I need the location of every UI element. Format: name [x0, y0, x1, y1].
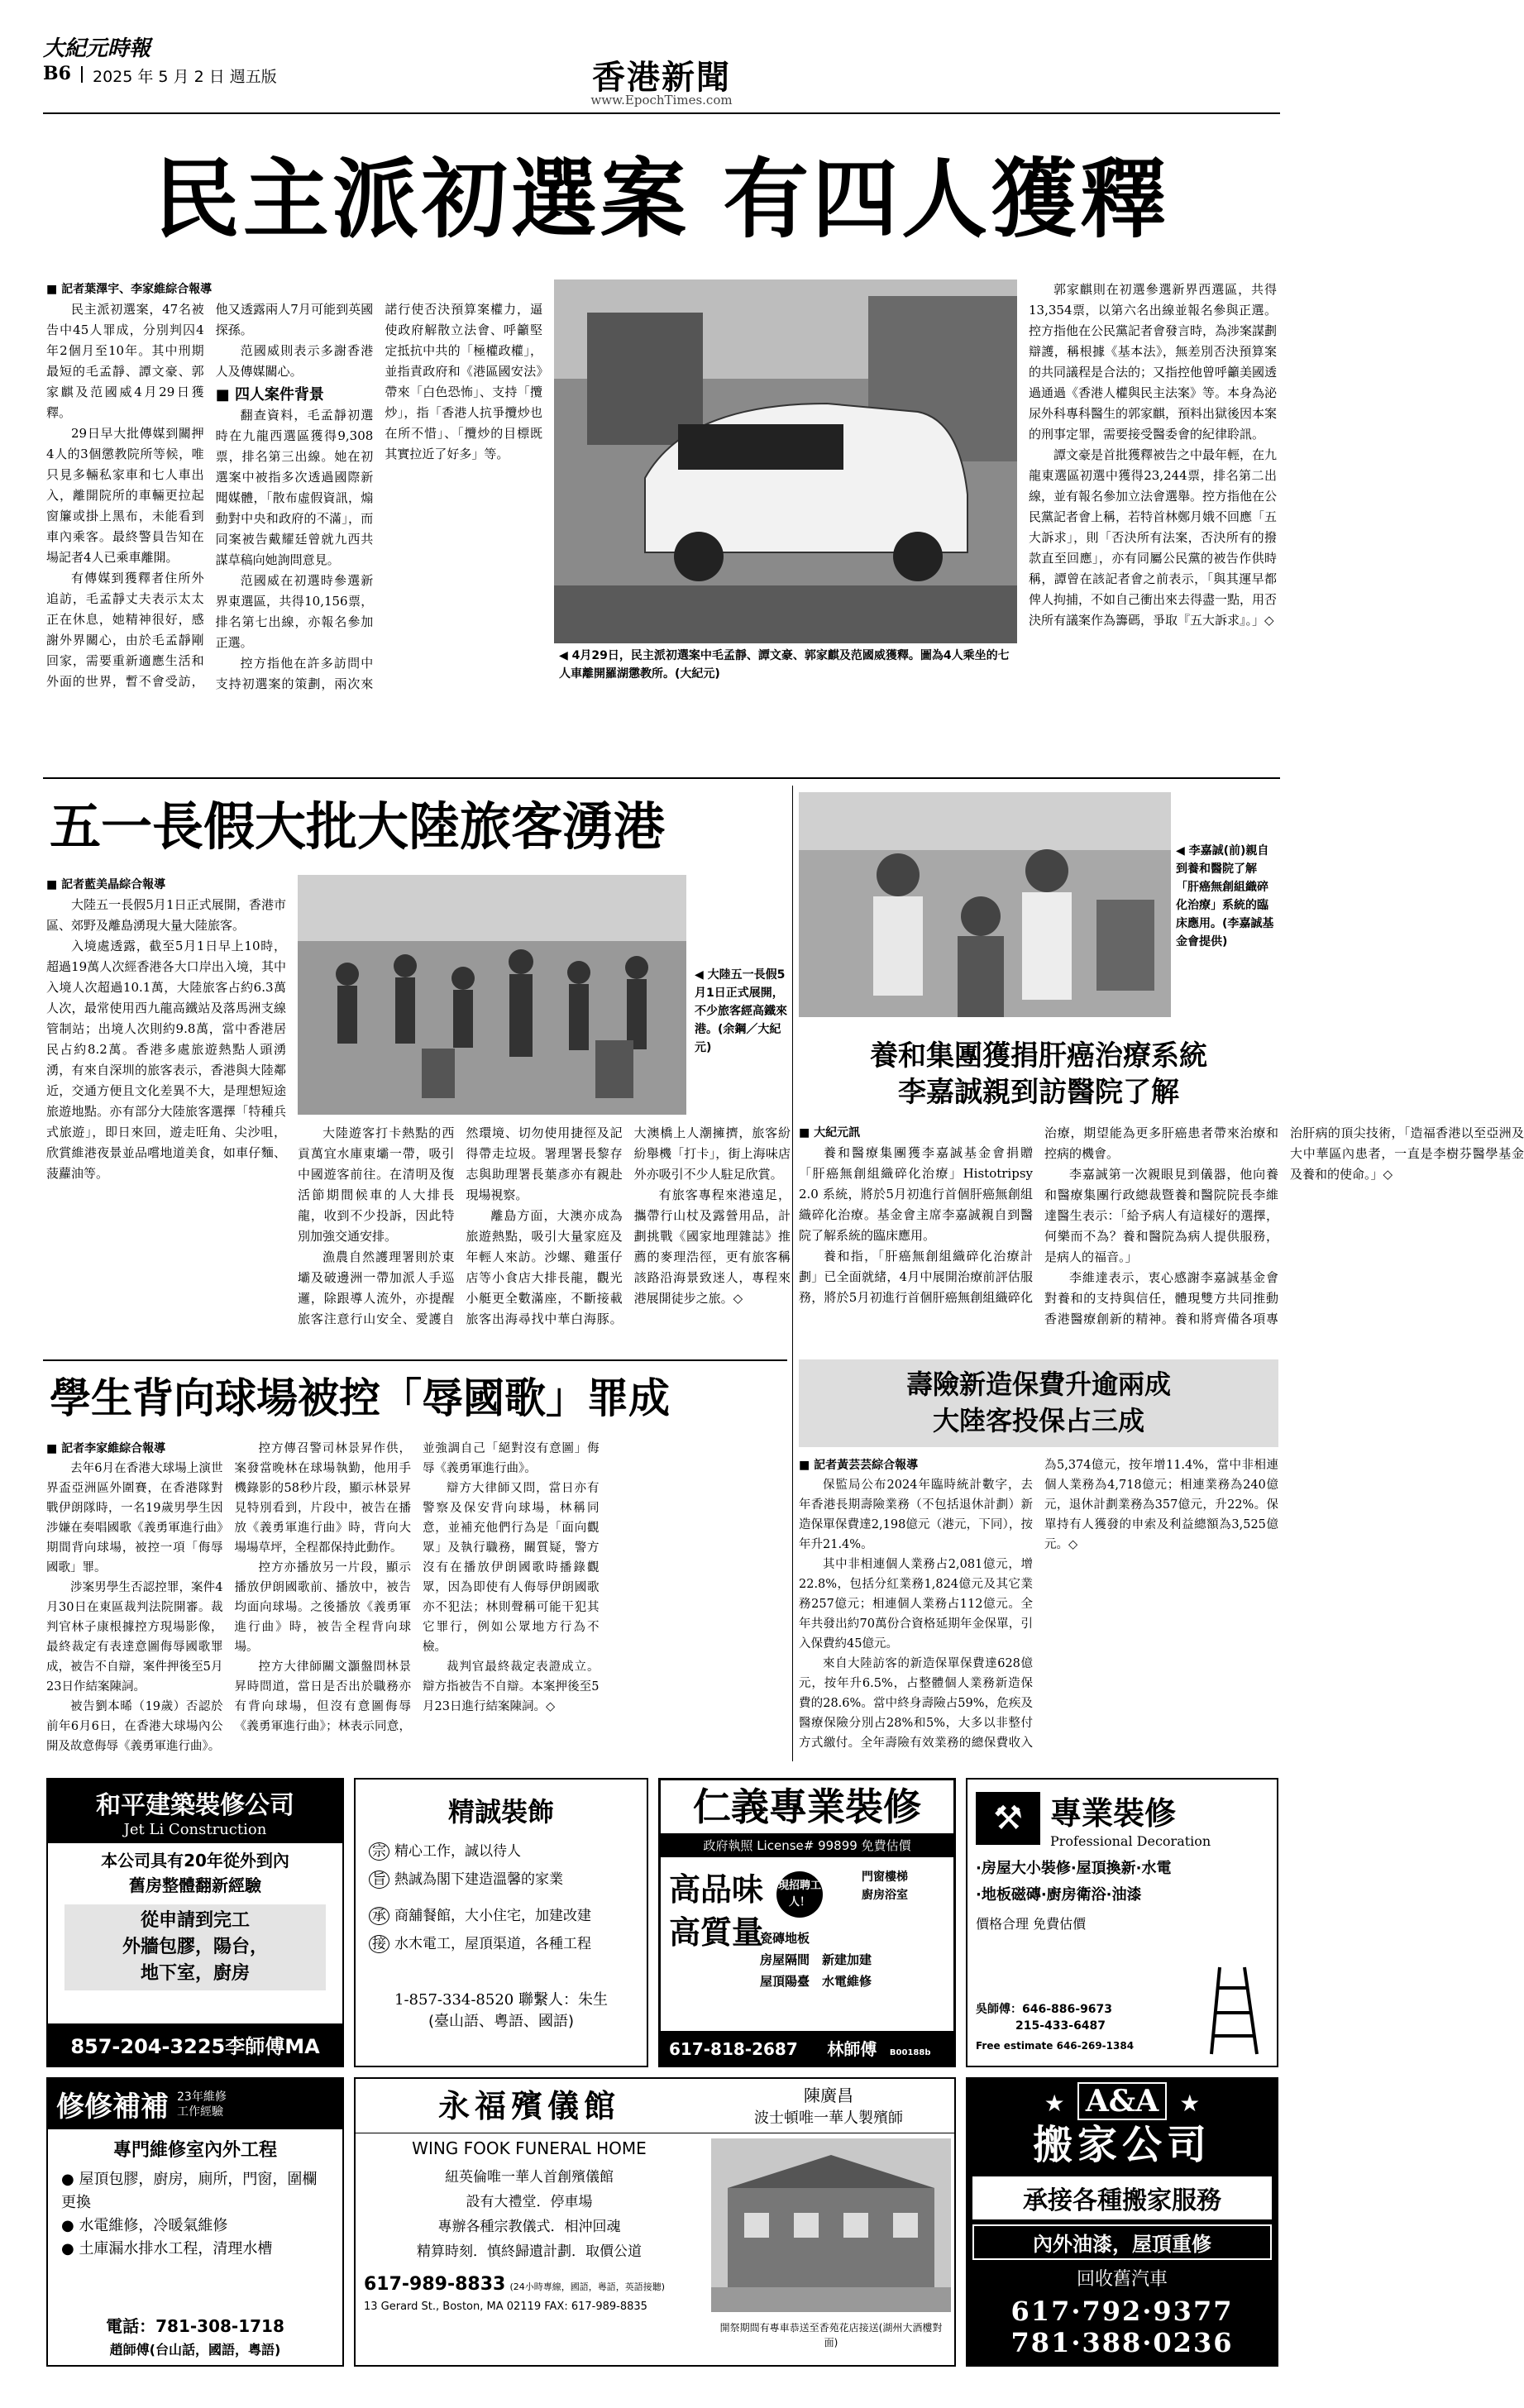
- section-rule: [43, 1359, 787, 1361]
- story3-headline: 養和集團獲捐肝癌治療系統: [870, 1039, 1207, 1073]
- story3-photo: [799, 792, 1171, 1017]
- ladder-icon: [1207, 1963, 1265, 2054]
- paragraph: 去年6月在香港大球場上演世界盃亞洲區外圍賽，在香港隊對戰伊朗隊時，一名19歲男學生因涉嫌在奏唱國歌《義勇軍進行曲》期間背向球場，被控一項「侮辱國歌」罪。: [46, 1462, 223, 1574]
- paragraph: 郭家麒則在初選參選新界西選區，共得13,354票，以第六名出線並報名參與正選。控方指他在公民黨記者會發言時，為涉案謀劃辯護，稱根據《基本法》，無差別否決預算案的共同議程是合法的；又指控他曾呼籲美國透過通過《香港人權與民主法案》等。本身為泌尿外科專科醫生的郭家麒，預料出獄後因本案的刑事定罪，需要接受醫委會的紀律聆訊。: [1029, 282, 1278, 442]
- ad-renyi-service: 屋頂陽臺: [760, 1974, 810, 1989]
- paragraph: 李維達表示，衷心感謝李嘉誠基金會對養和的支持與信任，體現雙方共同推動香港醫療創新的精神。養和將齊備各項專治肝病的頂尖技術，「造福香港以至亞洲及大中華區內患者，一直是李樹芬醫學基金及養和的使命。」◇: [1044, 1125, 1524, 1326]
- paragraph: 漁農自然護理署則於東壩及破邊洲一帶加派人手巡邏，除跟導人流外，亦提醒旅客注意行山安全、愛護自然環境、切勿使用捷徑及記得帶走垃圾。署理署長黎存志與助理署長葉彥亦有親赴現場視察。: [298, 1125, 623, 1326]
- paragraph: 29日早大批傳媒到關押4人的3個懲教院所等候，唯只見多輛私家車和七人車出入，離開院所的車輛更拉起窗簾或掛上黑布，未能看到車內乘客。最終警員告知在場記者4人已乘車離開。: [46, 426, 204, 565]
- story1-right: [1029, 280, 1277, 718]
- story1-photo: [554, 280, 1017, 643]
- ad-jingcheng-line: 精心工作，誠以待人: [394, 1843, 521, 1860]
- ad-aa-title: 搬家公司: [1032, 2122, 1211, 2168]
- ad-renyi-license: 政府執照 License# 99899 免費估價: [661, 1833, 953, 1857]
- story3-byline: ■ 大紀元訊: [799, 1123, 1033, 1143]
- paragraph: 裁判官最終裁定表證成立。辯方指被告不自辯。本案押後至5月23日進行結案陳詞。◇: [423, 1660, 600, 1713]
- ad-xiuxiu-bullet: ● 水電維修，冷暖氣維修: [61, 2217, 228, 2234]
- paragraph: 入境處透露，截至5月1日早上10時，超過19萬人次經香港各大口岸出入境，其中入境人次超過10.1萬，大陸旅客占約6.3萬人次，最常使用西九龍高鐵站及落馬洲支線管制站；出境人次則約9.8萬，當中香港居民占約8.2萬。香港多處旅遊熱點人頭湧湧，有來自深圳的旅客表示，香港與大陸鄰近，交通方便且文化差異不大，是理想短途旅遊地點。亦有部分大陸旅客選擇「特種兵式旅遊」，即日來回，遊走旺角、尖沙咀，欣賞維港夜景並品嚐地道美食，如車仔麵、菠蘿油等。: [46, 939, 286, 1181]
- ad-xiuxiu[interactable]: [46, 2077, 344, 2367]
- site-url[interactable]: www.EpochTimes.com: [590, 93, 733, 108]
- ad-wingfook-line: 精算時刻．慎終歸遺計劃．取價公道: [417, 2243, 642, 2260]
- ad-professional-phone[interactable]: 215-433-6487: [1015, 2019, 1106, 2033]
- story2-byline: ■ 記者藍美晶綜合報導: [46, 875, 286, 895]
- paragraph: 譚文豪是首批獲釋被告之中最年輕，在九龍東選區初選中獲得23,244票，排名第二出線，並有報名參加立法會選舉。控方指他在公民黨記者會上稱，若特首林鄭月娥不回應「五大訴求」，則「否決所有法案，否決所有的撥款直至回應」，亦有同屬公民黨的被告作供時稱，譚曾在該記者會之前表示，「與其運早都俾人拘捕，不如自己衝出來去得盡一點，用否決所有議案作為籌碼，爭取『五大訴求』。」◇: [1029, 447, 1278, 628]
- ad-wingfook-en: WING FOOK FUNERAL HOME: [412, 2138, 647, 2158]
- story5-header-box: [799, 1359, 1278, 1447]
- ad-wingfook-address: 13 Gerard St., Boston, MA 02119 FAX: 617-989-8835: [364, 2300, 647, 2313]
- ad-xiuxiu-bullet: ● 土庫漏水排水工程，清理水槽: [61, 2240, 273, 2258]
- story5-headline: 壽險新造保費升逾兩成: [905, 1369, 1171, 1400]
- paragraph: 保監局公布2024年臨時統計數字，去年香港長期壽險業務（不包括退休計劃）新造保單保費達2,198億元（港元，下同），按年升21.4%。: [799, 1479, 1033, 1551]
- ad-renyi-slogan: 高質量: [669, 1913, 764, 1951]
- paragraph: 大陸五一長假5月1日正式展開，香港市區、郊野及離島湧現大量大陸旅客。: [46, 897, 286, 933]
- paragraph: 控方傳召警司林景昇作供，案發當晚林在球場執勤，他用手機錄影的58秒片段，顯示林景昇見特別看到，片段中，被告在播放《義勇軍進行曲》時，背向大場場草坪，全程都保持此動作。: [234, 1442, 411, 1555]
- paragraph: 養和指，「肝癌無創組織碎化治療計劃」已全面就緒，4月中展開治療前評估服務，將於5月初進行首個肝癌無創組織碎化治療，期望能為更多肝癌患者帶來治療和控病的機會。: [799, 1125, 1278, 1305]
- ad-jingcheng-phone[interactable]: 1-857-334-8520 聯繫人：朱生: [394, 1991, 608, 2009]
- story2-body: [46, 875, 791, 1346]
- story5-byline: ■ 記者黃芸芸綜合報導: [799, 1455, 1033, 1475]
- ad-renyi-contact: 林師傅: [827, 2039, 877, 2059]
- ad-aa-moving[interactable]: [966, 2077, 1278, 2367]
- ad-professional-line: 價格合理 免費估價: [976, 1916, 1087, 1932]
- paragraph: 范國威在初選時參選新界東選區，共得10,156票，排名第七出線，亦報名參加正選。: [215, 573, 374, 650]
- ad-xiuxiu-contact: 趙師傅(台山話，國語，粵語): [109, 2342, 281, 2358]
- star-icon: ★: [1179, 2090, 1201, 2117]
- ad-wingfook-boss: 陳廣昌: [804, 2086, 853, 2105]
- ad-xiuxiu-bullet: ● 屋頂包膠，廚房，廁所，門窗，圍欄更換: [61, 2171, 318, 2211]
- ad-professional-line: ·房屋大小裝修·屋頂換新·水電: [976, 1860, 1172, 1877]
- ad-wingfook[interactable]: [354, 2077, 956, 2367]
- ad-xiuxiu-sub: 專門維修室內外工程: [112, 2140, 277, 2161]
- ad-xiuxiu-years: 工作經驗: [177, 2105, 223, 2119]
- paragraph: 有傳媒到獲釋者住所外追訪，毛孟靜丈夫表示太太正在休息，她精神很好，感謝外界關心，由於毛孟靜剛回家，需要重新適應生活和外面的世界，暫不會受訪，他又透露兩人7月可能到英國探孫。: [46, 302, 374, 689]
- paragraph: 范國威則表示多謝香港人及傳媒關心。: [215, 343, 374, 379]
- paragraph: 控方指他在許多訪問中支持初選案的策劃，兩次來諾行使否決預算案權力，逼使政府解散立法會、呼籲堅定抵抗中共的「極權政權」，並指責政府和《港區國安法》帶來「白色恐怖」、支持「攬炒」，指「香港人抗爭攬炒也在所不惜」、「攬炒的目標既其實拉近了好多」等。: [215, 302, 542, 691]
- story3-headline2: 李嘉誠親到訪醫院了解: [898, 1076, 1179, 1109]
- ad-jetli-phone[interactable]: 857-204-3225李師傅MA: [48, 2023, 342, 2066]
- ad-jingcheng-key: 接: [369, 1935, 389, 1953]
- ad-aa-sub: 承接各種搬家服務: [1023, 2186, 1221, 2215]
- story2-caption: ◀ 大陸五一長假5月1日正式展開，不少旅客經高鐵來港。(余鋼／大紀元): [695, 966, 791, 1057]
- tools-icon: ⚒: [976, 1792, 1040, 1845]
- story2-body-lower: [298, 1123, 791, 1346]
- ad-wingfook-line: 紐英倫唯一華人首創殯儀館: [445, 2169, 614, 2186]
- ad-jingcheng-line: 水木電工，屋頂渠道，各種工程: [394, 1936, 591, 1952]
- ad-jetli[interactable]: [46, 1778, 344, 2067]
- story4-body: [46, 1439, 787, 1761]
- ad-jetli-line: 地下室，廚房: [140, 1963, 250, 1984]
- paragraph: 辯方大律師又問，當日亦有警察及保安背向球場，林稱同意，並補充他們行為是「面向觀眾」及執行職務，關質疑，警方沒有在播放伊朗國歌時播錄觀眾，因為即使有人侮辱伊朗國歌亦不犯法；林則聲稱可能干犯其它罪行，例如公眾地方行為不檢。: [423, 1482, 600, 1654]
- paragraph: 民主派初選案，47名被告中45人罪成，分別判囚4年2個月至10年。其中刑期最短的毛孟靜、譚文豪、郭家麒及范國威4月29日獲釋。: [46, 302, 204, 420]
- ad-wingfook-boss-title: 波士頓唯一華人製殯師: [754, 2109, 903, 2127]
- ad-aa-line: 回收舊汽車: [1076, 2269, 1168, 2290]
- paragraph: 被告劉本晞（19歲）否認於前年6月6日，在香港大球場內公開及故意侮辱《義勇軍進行曲》。: [46, 1700, 223, 1753]
- section-rule: [43, 777, 1280, 779]
- ad-professional-phone[interactable]: 吳師傅：646-886-9673: [976, 2003, 1113, 2016]
- ad-renyi-service: 房屋隔間: [760, 1952, 810, 1967]
- ad-wingfook-bottom-note: 開祭期間有專車恭送至香苑花店接送(湖州大酒樓對面): [719, 2322, 943, 2348]
- hospital-photo-illustration: [799, 792, 1171, 1017]
- funeral-home-photo: [711, 2138, 951, 2312]
- ad-aa-logo: A&A: [1077, 2082, 1167, 2120]
- ad-jingcheng-title: 精誠裝飾: [447, 1796, 554, 1828]
- ad-professional-phone[interactable]: Free estimate 646-269-1384: [976, 2040, 1135, 2052]
- story5-body: [799, 1455, 1278, 1761]
- star-icon: ★: [1044, 2090, 1065, 2117]
- story2-photo: [298, 875, 686, 1115]
- masthead: [0, 0, 1323, 141]
- crowd-photo-illustration: [298, 875, 686, 1115]
- ad-aa-phone[interactable]: 781·388·0236: [1010, 2327, 1234, 2358]
- ad-wingfook-title: 永福殯儀館: [437, 2087, 620, 2124]
- vertical-rule: [792, 786, 793, 1761]
- ad-renyi-service: 廚房浴室: [862, 1889, 908, 1902]
- ad-xiuxiu-phone[interactable]: 電話：781-308-1718: [106, 2316, 284, 2336]
- ad-renyi-title: 仁義專業裝修: [693, 1784, 921, 1829]
- paragraph: 大陸遊客打卡熱點的西貢萬宜水庫東壩一帶，吸引中國遊客前往。在清明及復活節期間候車的人大排長龍，收到不少投訴，因此特別加強交通安排。: [298, 1125, 455, 1244]
- ad-jingcheng-key: 宗: [369, 1842, 389, 1861]
- ad-renyi-code: B00188b: [889, 2048, 931, 2057]
- paragraph: 來自大陸訪客的新造保單保費達628億元，按年升6.5%，占整體個人業務新造保費的28.6%。當中終身壽險占59%，危疾及醫療保險分別占28%和5%，大多以非整付方式繳付。全年壽險有效業務的總保費收入為5,374億元，按年增11.4%，當中非相連個人業務為4,718億元；相連業務為240億元，退休計劃業務為357億元，升22%。保單持有人獲發的申索及利益總額為3,525億元。◇: [799, 1459, 1278, 1750]
- story1-subhead: ■ 四人案件背景: [216, 385, 374, 405]
- ad-renyi-service: 瓷磚地板: [760, 1931, 810, 1946]
- ad-professional-title: 專業裝修: [1050, 1795, 1177, 1832]
- ad-aa-phone[interactable]: 617·792·9377: [1010, 2296, 1234, 2327]
- paragraph: 有旅客專程來港遠足，攜帶行山杖及露營用品，計劃挑戰《國家地理雜誌》推薦的麥理浩徑，更有旅客稱該路沿海景致迷人，專程來港展開徒步之旅。◇: [633, 1187, 791, 1306]
- ad-wingfook-note: (24小時專線，國語，粵語，英語接聽): [509, 2281, 666, 2292]
- paragraph: 其中非相連個人業務占2,081億元，增22.8%，包括分紅業務1,824億元及其它業務257億元；相連個人業務占112億元。全年共發出約70萬份合資格延期年金保單，引入保費約45億元。: [799, 1558, 1033, 1651]
- ad-renyi-service: 水電維修: [822, 1974, 872, 1989]
- ad-renyi-slogan: 高品味: [669, 1870, 764, 1908]
- ad-professional-line: ·地板磁磚·廚房衛浴·油漆: [976, 1886, 1142, 1904]
- ad-aa-line: 內外油漆，屋頂重修: [972, 2224, 1272, 2260]
- paper-logo: 大紀元時報: [43, 36, 151, 61]
- paragraph: 離島方面，大澳亦成為旅遊熱點，吸引大量家庭及年輕人來訪。沙螺、雞蛋仔店等小食店大排長龍，觀光小艇更全數滿座，不斷接載旅客出海尋找中華白海豚。大澳橋上人潮擁擠，旅客紛紛舉機「打卡」，街上海味店外亦吸引不少人駐足欣賞。: [466, 1125, 791, 1326]
- ad-renyi-phone[interactable]: 617-818-2687: [669, 2039, 798, 2059]
- ad-jetli-line: 外牆包膠，陽台，: [122, 1937, 268, 1957]
- ad-xiuxiu-years: 23年維修: [177, 2090, 227, 2104]
- ad-jingcheng-line: 熱誠為閣下建造溫馨的家業: [394, 1871, 563, 1888]
- ad-renyi[interactable]: [658, 1778, 956, 2067]
- story1-headline: 民主派初選案 有四人獲釋: [153, 149, 1170, 250]
- ad-renyi-service: 新建加建: [822, 1952, 872, 1967]
- story1-bottom-cols: [554, 701, 1017, 726]
- ad-wingfook-phone[interactable]: 617-989-8833: [364, 2274, 506, 2295]
- ad-jingcheng-key: 旨: [369, 1870, 389, 1889]
- story1-left: [46, 280, 542, 718]
- ad-jetli-en: Jet Li Construction: [123, 1821, 267, 1838]
- issue-date: 2025 年 5 月 2 日 週五版: [93, 68, 277, 86]
- story5-headline2: 大陸客投保占三成: [932, 1405, 1144, 1436]
- separator-line: [81, 66, 83, 83]
- story1-body-a: [46, 299, 542, 713]
- section-title: 香港新聞: [592, 59, 731, 97]
- story3-caption: ◀ 李嘉誠(前)親自到養和醫院了解「肝癌無創組織碎化治療」系統的臨床應用。(李嘉誠基金會提供): [1176, 842, 1278, 951]
- paragraph: 涉案男學生否認控罪，案件4月30日在東區裁判法院開審。裁判官林子康根據控方現場影像，最終裁定有表達意圖侮辱國歌罪成，被告不自辯，案件押後至5月23日作結案陳詞。: [46, 1581, 223, 1694]
- ad-xiuxiu-title: 修修補補: [56, 2090, 169, 2124]
- story3-body: [799, 1123, 1524, 1346]
- paragraph: 養和醫療集團獲李嘉誠基金會捐贈「肝癌無創組織碎化治療」Histotripsy 2.0 系統，將於5月初進行首個肝癌無創組織碎化治療。基金會主席李嘉誠親自到醫院了解系統的臨床應用。: [799, 1145, 1033, 1243]
- ad-wingfook-line: 專辦各種宗教儀式．相沖回魂: [437, 2219, 621, 2235]
- ad-wingfook-line: 設有大禮堂．停車場: [466, 2194, 593, 2210]
- ad-jetli-line: 舊房整體翻新經驗: [129, 1875, 261, 1895]
- story1-byline: ■ 記者葉澤宇、李家維綜合報導: [46, 280, 542, 299]
- story4-byline: ■ 記者李家維綜合報導: [46, 1439, 223, 1459]
- ad-jetli-name: 和平建築裝修公司: [96, 1791, 294, 1820]
- paragraph: 翻查資料，毛孟靜初選時在九龍西選區獲得9,308票，排名第三出線。她在初選案中被指多次透過國際新聞媒體，「散布虛假資訊，煽動對中央和政府的不滿」，而同案被告戴耀廷曾就九西共謀草稿向她詢問意見。: [215, 408, 374, 567]
- ad-jingcheng[interactable]: [354, 1778, 648, 2067]
- paragraph: 控方亦播放另一片段，顯示播放伊朗國歌前、播放中，被告均面向球場。之後播放《義勇軍進行曲》時，被告全程背向球場。: [234, 1561, 411, 1654]
- ad-jingcheng-key: 承: [369, 1907, 389, 1925]
- ad-renyi-badge: 現招聘工人！: [776, 1871, 823, 1918]
- top-rule: [43, 112, 1280, 114]
- ad-jetli-line: 本公司具有20年從外到內: [101, 1851, 289, 1870]
- paragraph: 控方大律師關文灝盤問林景昇時問道，當日是否出於職務亦有背向球場，但沒有意圖侮辱《義勇軍進行曲》；林表示同意，並強調自己「絕對沒有意圖」侮辱《義勇軍進行曲》。: [234, 1442, 600, 1733]
- ad-professional[interactable]: [966, 1778, 1278, 2067]
- page-number: B6: [43, 63, 71, 84]
- story2-headline: 五一長假大批大陸旅客湧港: [50, 796, 666, 857]
- story4-headline: 學生背向球場被控「辱國歌」罪成: [50, 1374, 670, 1422]
- ad-renyi-service: 門窗樓梯: [862, 1870, 908, 1884]
- ad-jetli-line: 從申請到完工: [140, 1910, 250, 1931]
- ad-jingcheng-line: 商舖餐館，大小住宅，加建改建: [394, 1908, 591, 1924]
- story1-caption: ◀ 4月29日，民主派初選案中毛孟靜、譚文豪、郭家麒及范國威獲釋。圖為4人乘坐的七人車離開羅湖懲教所。(大紀元): [559, 647, 1014, 683]
- ad-jingcheng-lang: (臺山語、粵語、國語): [428, 2013, 575, 2030]
- ad-professional-en: Professional Decoration: [1050, 1833, 1211, 1849]
- van-photo-illustration: [554, 280, 1017, 643]
- paragraph: 李嘉誠第一次親眼見到儀器，他向養和醫療集團行政總裁暨養和醫院院長李維達醫生表示：「給予病人有這樣好的選擇，何樂而不為？養和醫院為病人提供服務，是病人的福音。」: [1044, 1167, 1278, 1264]
